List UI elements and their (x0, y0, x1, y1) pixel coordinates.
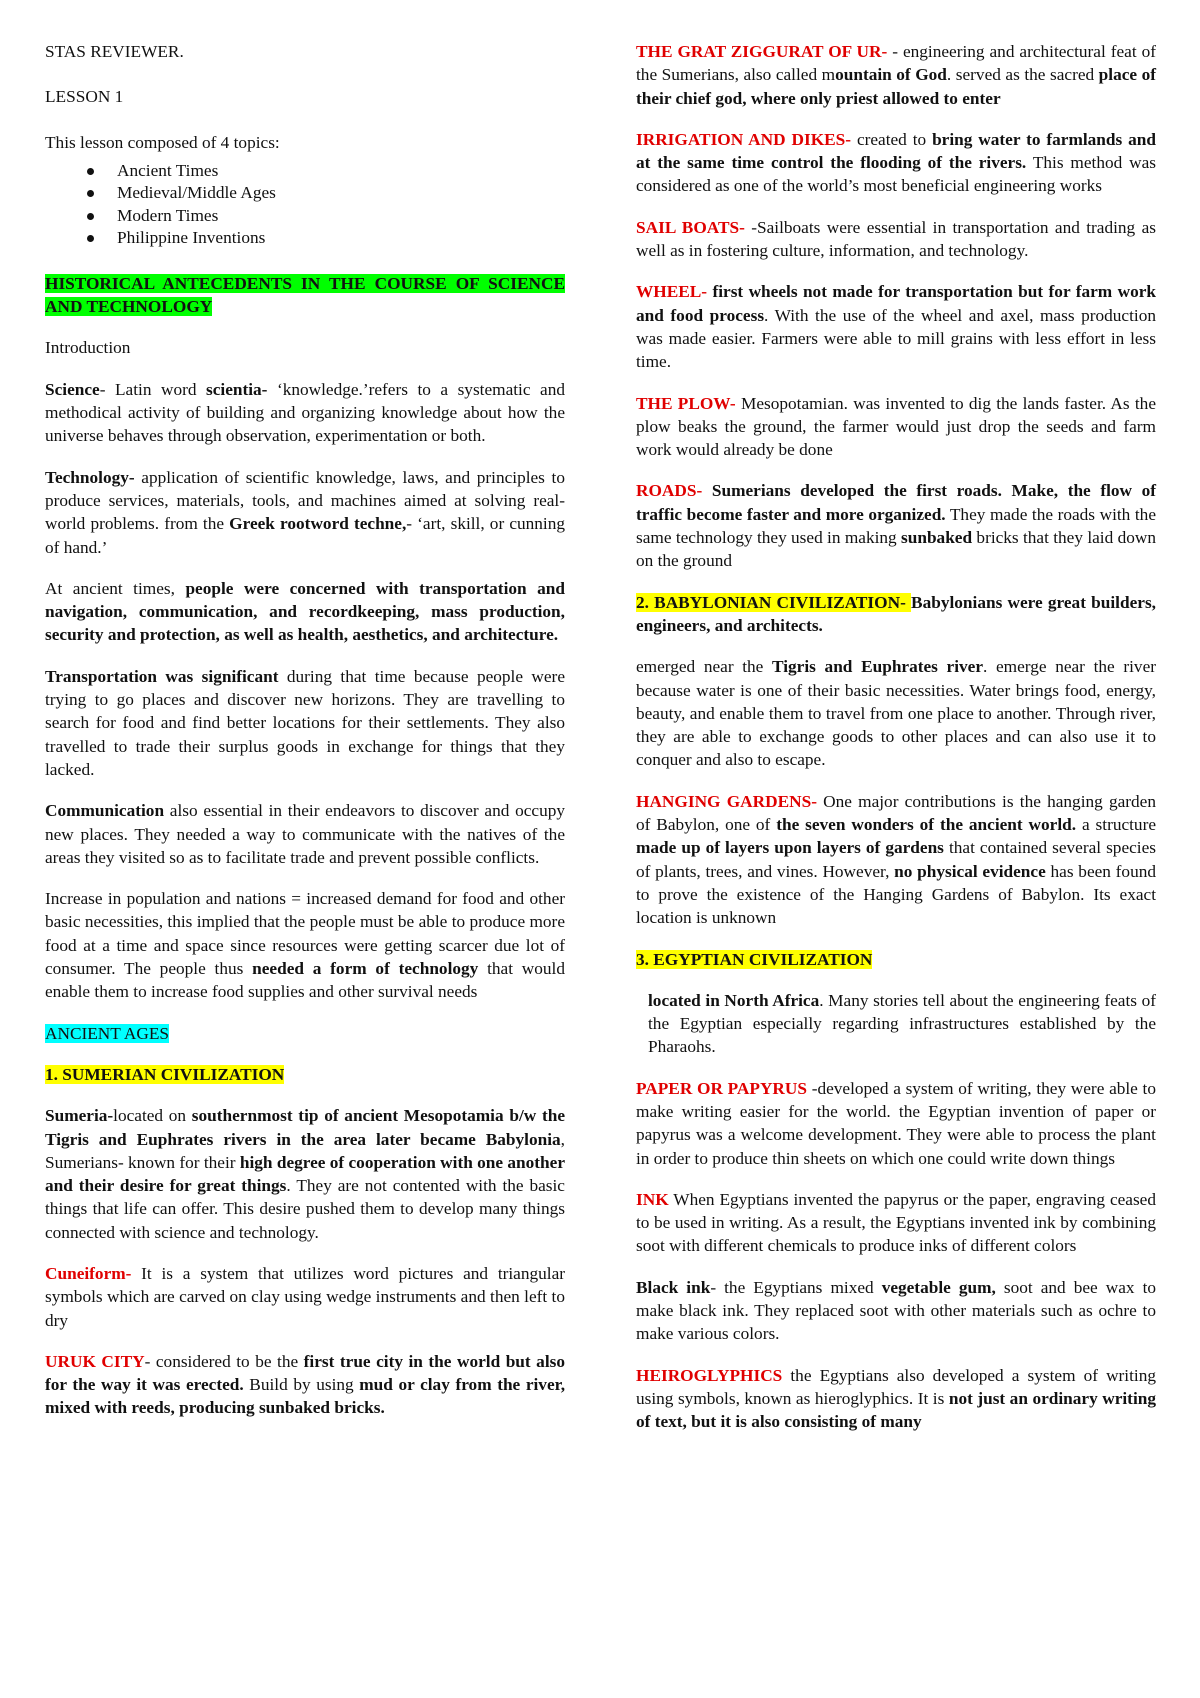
communication-paragraph: Communication also essential in their endeavors to discover and occupy new places. They needed a way to communicate with the natives of the areas they visited so as to facilitate trade and prevent possible conflicts. (45, 801, 565, 867)
intro-line: This lesson composed of 4 topics: (45, 132, 280, 152)
sumerian-heading: 1. SUMERIAN CIVILIZATION (45, 1064, 285, 1084)
left-column (45, 40, 565, 1438)
doc-title: STAS REVIEWER. (45, 42, 184, 61)
topics-list (45, 160, 565, 250)
transportation-paragraph: Transportation was significant during that time because people were trying to go places and discover new horizons. They are travelling to search for food and find better locations for their settlements. They also travelled to trade their surplus goods in exchange for things that they lacked. (45, 666, 565, 779)
papyrus-paragraph: PAPER OR PAPYRUS -developed a system of writing, they were able to make writing easier for the world. the Egyptian invention of paper or papyrus was a welcome development. They were able to process the plant in order to produce thin sheets on which one could write down things (636, 1078, 1156, 1168)
technology-paragraph: Technology- application of scientific knowledge, laws, and principles to produce services, materials, tools, and machines aimed at solving real-world problems. from the Greek rootword techne,- ‘art, skill, or cunning of hand.’ (45, 467, 565, 557)
hieroglyphics-paragraph: HEIROGLYPHICS the Egyptians also developed a system of writing using symbols, known as hieroglyphics. It is not just an ordinary writing of text, but it is also consisting of many (636, 1365, 1156, 1432)
list-item: Medieval/Middle Ages (117, 182, 565, 205)
ancient-times-paragraph: At ancient times, people were concerned with transportation and navigation, communication, and recordkeeping, mass production, security and protection, as well as health, aesthetics, and architecture. (45, 578, 565, 645)
egypt-paragraph: located in North Africa. Many stories tell about the engineering feats of the Egyptian especially regarding infrastructures established by the Pharaohs. (648, 990, 1156, 1057)
cuneiform-paragraph: Cuneiform- It is a system that utilizes word pictures and triangular symbols which are carved on clay using wedge instruments and then left to dry (45, 1263, 565, 1330)
roads-paragraph: ROADS- Sumerians developed the first roads. Make, the flow of traffic become faster and more organized. They made the roads with the same technology they used in making sunbaked bricks that they laid down on the ground (636, 481, 1156, 571)
list-item: Philippine Inventions (117, 227, 565, 250)
ancient-ages-heading: ANCIENT AGES (45, 1023, 170, 1043)
list-item: Modern Times (117, 205, 565, 228)
ink-paragraph: INK When Egyptians invented the papyrus or the paper, engraving ceased to be used in writing. As a result, the Egyptians invented ink by combining soot with different chemicals to produce inks of different colors (636, 1189, 1156, 1256)
main-heading: HISTORICAL ANTECEDENTS IN THE COURSE OF SCIENCE AND TECHNOLOGY (45, 273, 565, 317)
wheel-paragraph: WHEEL- first wheels not made for transportation but for farm work and food process. With the use of the wheel and axel, mass production was made easier. Farmers were able to mill grains with less effort in less time. (636, 282, 1156, 372)
list-item: Ancient Times (117, 160, 565, 183)
lesson-label: LESSON 1 (45, 87, 124, 107)
babylonian-heading: 2. BABYLONIAN CIVILIZATION- Babylonians were great builders, engineers, and architects. (636, 592, 1156, 635)
right-column (636, 40, 1156, 1452)
population-paragraph: Increase in population and nations = increased demand for food and other basic necessities, this implied that the people must be able to produce more food at a time and space since resources were getting scarcer due lot of consumer. The people thus needed a form of technology that would enable them to increase food supplies and other survival needs (45, 889, 565, 1002)
gardens-paragraph: HANGING GARDENS- One major contributions is the hanging garden of Babylon, one of the seven wonders of the ancient world. a structure made up of layers upon layers of gardens that contained several species of plants, trees, and vines. However, no physical evidence has been found to prove the existence of the Hanging Gardens of Babylon. Its exact location is unknown (636, 791, 1156, 928)
introduction-heading: Introduction (45, 338, 131, 358)
science-paragraph: Science- Latin word scientia- ‘knowledge.’refers to a systematic and methodical activity of building and organizing knowledge about how the universe behaves through observation, experimentation or both. (45, 379, 565, 446)
sailboats-paragraph: SAIL BOATS- -Sailboats were essential in transportation and trading as well as in fostering culture, information, and technology. (636, 217, 1156, 261)
ziggurat-paragraph: THE GRAT ZIGGURAT OF UR- - engineering and architectural feat of the Sumerians, also called mountain of God. served as the sacred place of their chief god, where only priest allowed to enter (636, 42, 1157, 108)
plow-paragraph: THE PLOW- Mesopotamian. was invented to dig the lands faster. As the plow beaks the ground, the farmer would just drop the seeds and farm work would already be done (636, 393, 1156, 460)
egyptian-heading: 3. EGYPTIAN CIVILIZATION (636, 949, 873, 969)
sumeria-paragraph: Sumeria-located on southernmost tip of ancient Mesopotamia b/w the Tigris and Euphrates rivers in the area later became Babylonia, Sumerians- known for their high degree of cooperation with one another and their desire for great things. They are not contented with the basic things that life can offer. This desire pushed them to develop many things connected with science and technology. (45, 1106, 565, 1242)
irrigation-paragraph: IRRIGATION AND DIKES- created to bring water to farmlands and at the same time control the flooding of the rivers. This method was considered as one of the world’s most beneficial engineering works (636, 129, 1156, 196)
tigris-paragraph: emerged near the Tigris and Euphrates river. emerge near the river because water is one of their basic necessities. Water brings food, energy, beauty, and enable them to travel from one place to another. Through river, they are able to exchange goods to other places and can also use it to conquer and also to escape. (636, 657, 1156, 770)
black-ink-paragraph: Black ink- the Egyptians mixed vegetable gum, soot and bee wax to make black ink. They replaced soot with other materials such as ochre to make various colors. (636, 1277, 1157, 1344)
uruk-paragraph: URUK CITY- considered to be the first true city in the world but also for the way it was erected. Build by using mud or clay from the river, mixed with reeds, producing sunbaked bricks. (45, 1351, 566, 1418)
